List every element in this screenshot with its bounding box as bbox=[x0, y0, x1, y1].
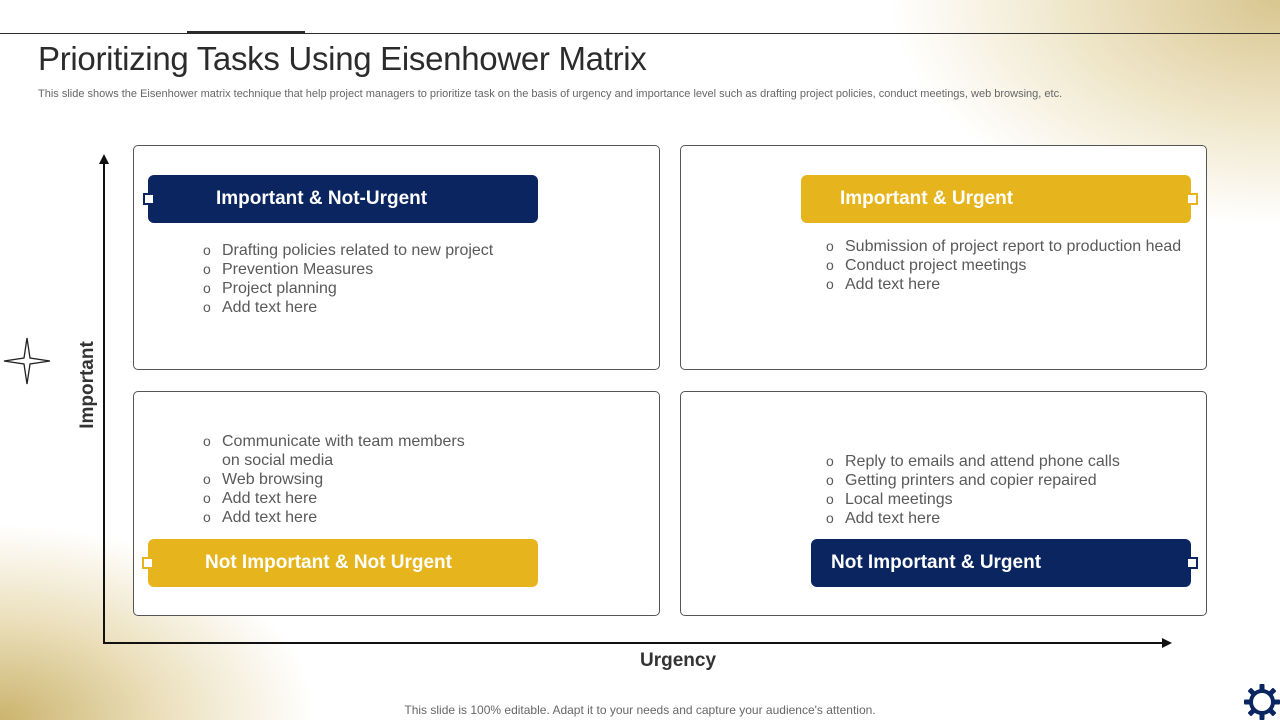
list-item: o Submission of project report to production head bbox=[826, 237, 1181, 256]
list-item: o Add text here bbox=[826, 509, 1120, 528]
quadrant-label: Important & Not-Urgent bbox=[216, 188, 428, 209]
slide-footer: This slide is 100% editable. Adapt it to your needs and capture your audience's attention. bbox=[404, 703, 876, 717]
slide-title: Prioritizing Tasks Using Eisenhower Matrix bbox=[38, 40, 647, 77]
list-item: o Add text here bbox=[203, 508, 478, 527]
connector-square bbox=[1186, 557, 1198, 569]
label-important-not-urgent bbox=[148, 175, 538, 223]
list-item: o Getting printers and copier repaired bbox=[826, 471, 1120, 490]
y-axis-label: Important bbox=[77, 341, 98, 429]
list-item: o Add text here bbox=[203, 489, 478, 508]
list-item: o Project planning bbox=[203, 279, 493, 298]
y-axis-arrowhead bbox=[99, 154, 109, 164]
quadrant-items-list bbox=[203, 241, 493, 317]
quadrant-label: Not Important & Not Urgent bbox=[205, 552, 452, 573]
label-not-important-urgent bbox=[811, 539, 1191, 587]
top-divider-line bbox=[0, 33, 1280, 34]
connector-square bbox=[1186, 193, 1198, 205]
quadrant-items-list bbox=[203, 432, 478, 527]
y-axis-line bbox=[103, 162, 105, 644]
label-not-important-not-urgent bbox=[148, 539, 538, 587]
quadrant-label: Not Important & Urgent bbox=[831, 552, 1042, 573]
list-item: o Prevention Measures bbox=[203, 260, 493, 279]
list-item: o Web browsing bbox=[203, 470, 478, 489]
label-important-urgent bbox=[801, 175, 1191, 223]
list-item: o Local meetings bbox=[826, 490, 1120, 509]
list-item: o Communicate with team members on social media bbox=[203, 432, 478, 470]
x-axis-line bbox=[103, 642, 1165, 644]
list-item: o Drafting policies related to new project bbox=[203, 241, 493, 260]
list-item: o Reply to emails and attend phone calls bbox=[826, 452, 1120, 471]
top-accent-line bbox=[187, 31, 305, 33]
list-item: o Add text here bbox=[203, 298, 493, 317]
x-axis-label: Urgency bbox=[640, 650, 717, 671]
x-axis-arrowhead bbox=[1162, 638, 1172, 648]
slide-subtitle: This slide shows the Eisenhower matrix technique that help project managers to prioritize task on the basis of urgency and importance level such as drafting project policies, conduct meetings, web browsing, etc. bbox=[38, 88, 1063, 100]
connector-square bbox=[142, 557, 154, 569]
connector-square bbox=[143, 193, 155, 205]
list-item: o Add text here bbox=[826, 275, 1181, 294]
four-point-star-icon bbox=[2, 336, 52, 386]
list-item: o Conduct project meetings bbox=[826, 256, 1181, 275]
quadrant-items-list bbox=[826, 452, 1120, 528]
quadrant-items-list bbox=[826, 237, 1181, 294]
quadrant-label: Important & Urgent bbox=[840, 188, 1014, 209]
gear-icon bbox=[1244, 684, 1280, 720]
